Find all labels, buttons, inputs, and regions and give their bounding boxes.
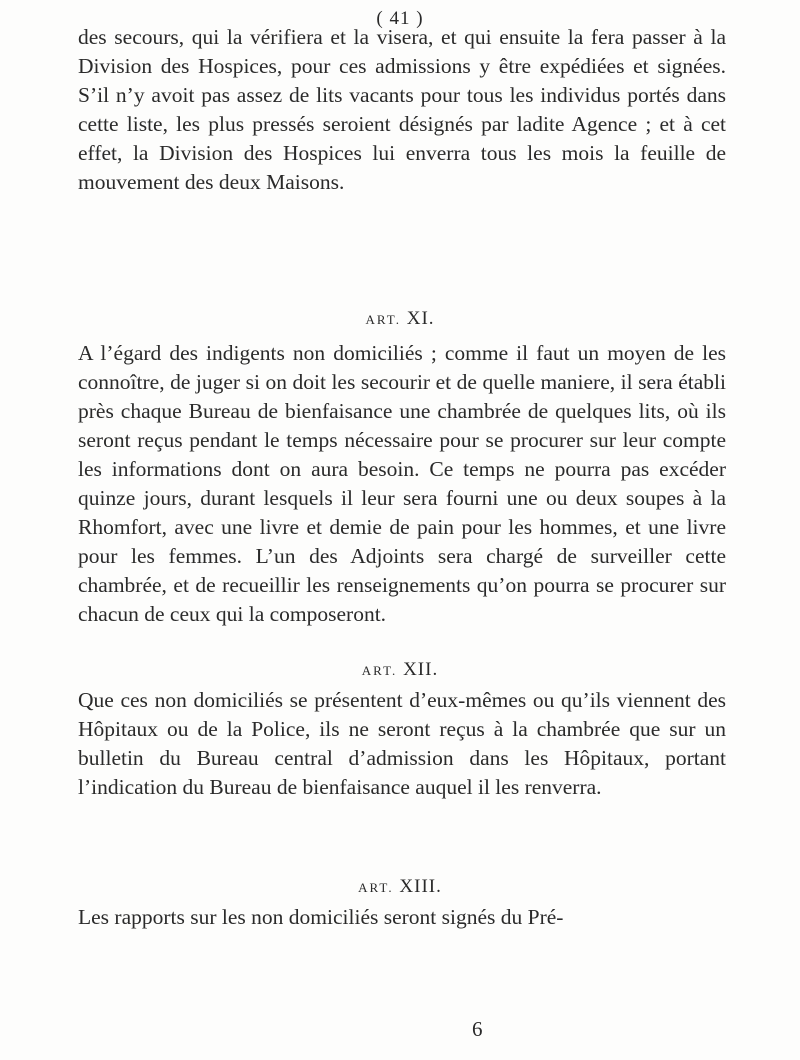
- paragraph-article-xiii: Les rapports sur les non domiciliés seront signés du Pré-: [78, 905, 564, 929]
- article-number: XIII.: [399, 876, 442, 897]
- article-heading-xi: [0, 307, 800, 332]
- article-number: XII.: [403, 659, 439, 680]
- paragraph-article-xi: A l’égard des indigents non domiciliés ; comme il faut un moyen de les connoître, de juger si on doit les secourir et de quelle maniere, il sera établi près chaque Bureau de bienfaisance une chambrée de quelques lits, où ils seront reçus pendant le temps nécessaire pour se procurer sur leur compte les informations dont on aura besoin. Ce temps ne pourra pas excéder quinze jours, durant lesquels il leur sera fourni une ou deux soupes à la Rhomfort, avec une livre et demie de pain pour les hommes, et une livre pour les femmes. L’un des Adjoints sera chargé de surveiller cette chambrée, et de recueillir les renseignements qu’on pourra se procurer sur chacun de ceux qui la composeront.: [78, 341, 726, 626]
- paragraph-article-xii: Que ces non domiciliés se présentent d’eux-mêmes ou qu’ils viennent des Hôpitaux ou de la Police, ils ne seront reçus à la chambrée que sur un bulletin du Bureau central d’admission dans les Hôpitaux, portant l’indication du Bureau de bienfaisance auquel il les renverra.: [78, 688, 726, 799]
- article-label: ART.: [365, 312, 401, 327]
- article-label: ART.: [358, 880, 394, 895]
- article-heading-xiii: [0, 875, 800, 900]
- paragraph-continued: des secours, qui la vérifiera et la visera, et qui ensuite la fera passer à la Division des Hospices, pour ces admissions y être expédiées et signées. S’il n’y avoit pas assez de lits vacants pour tous les individus portés dans cette liste, les plus pressés seroient désignés par ladite Agence ; et à cet effet, la Division des Hospices lui enverra tous les mois la feuille de mouvement des deux Maisons.: [78, 25, 726, 194]
- article-number: XI.: [406, 308, 435, 329]
- article-label: ART.: [361, 663, 398, 678]
- signature-mark: 6: [472, 1017, 483, 1041]
- page-number: ( 41 ): [376, 8, 424, 29]
- article-heading-xii: [0, 658, 800, 683]
